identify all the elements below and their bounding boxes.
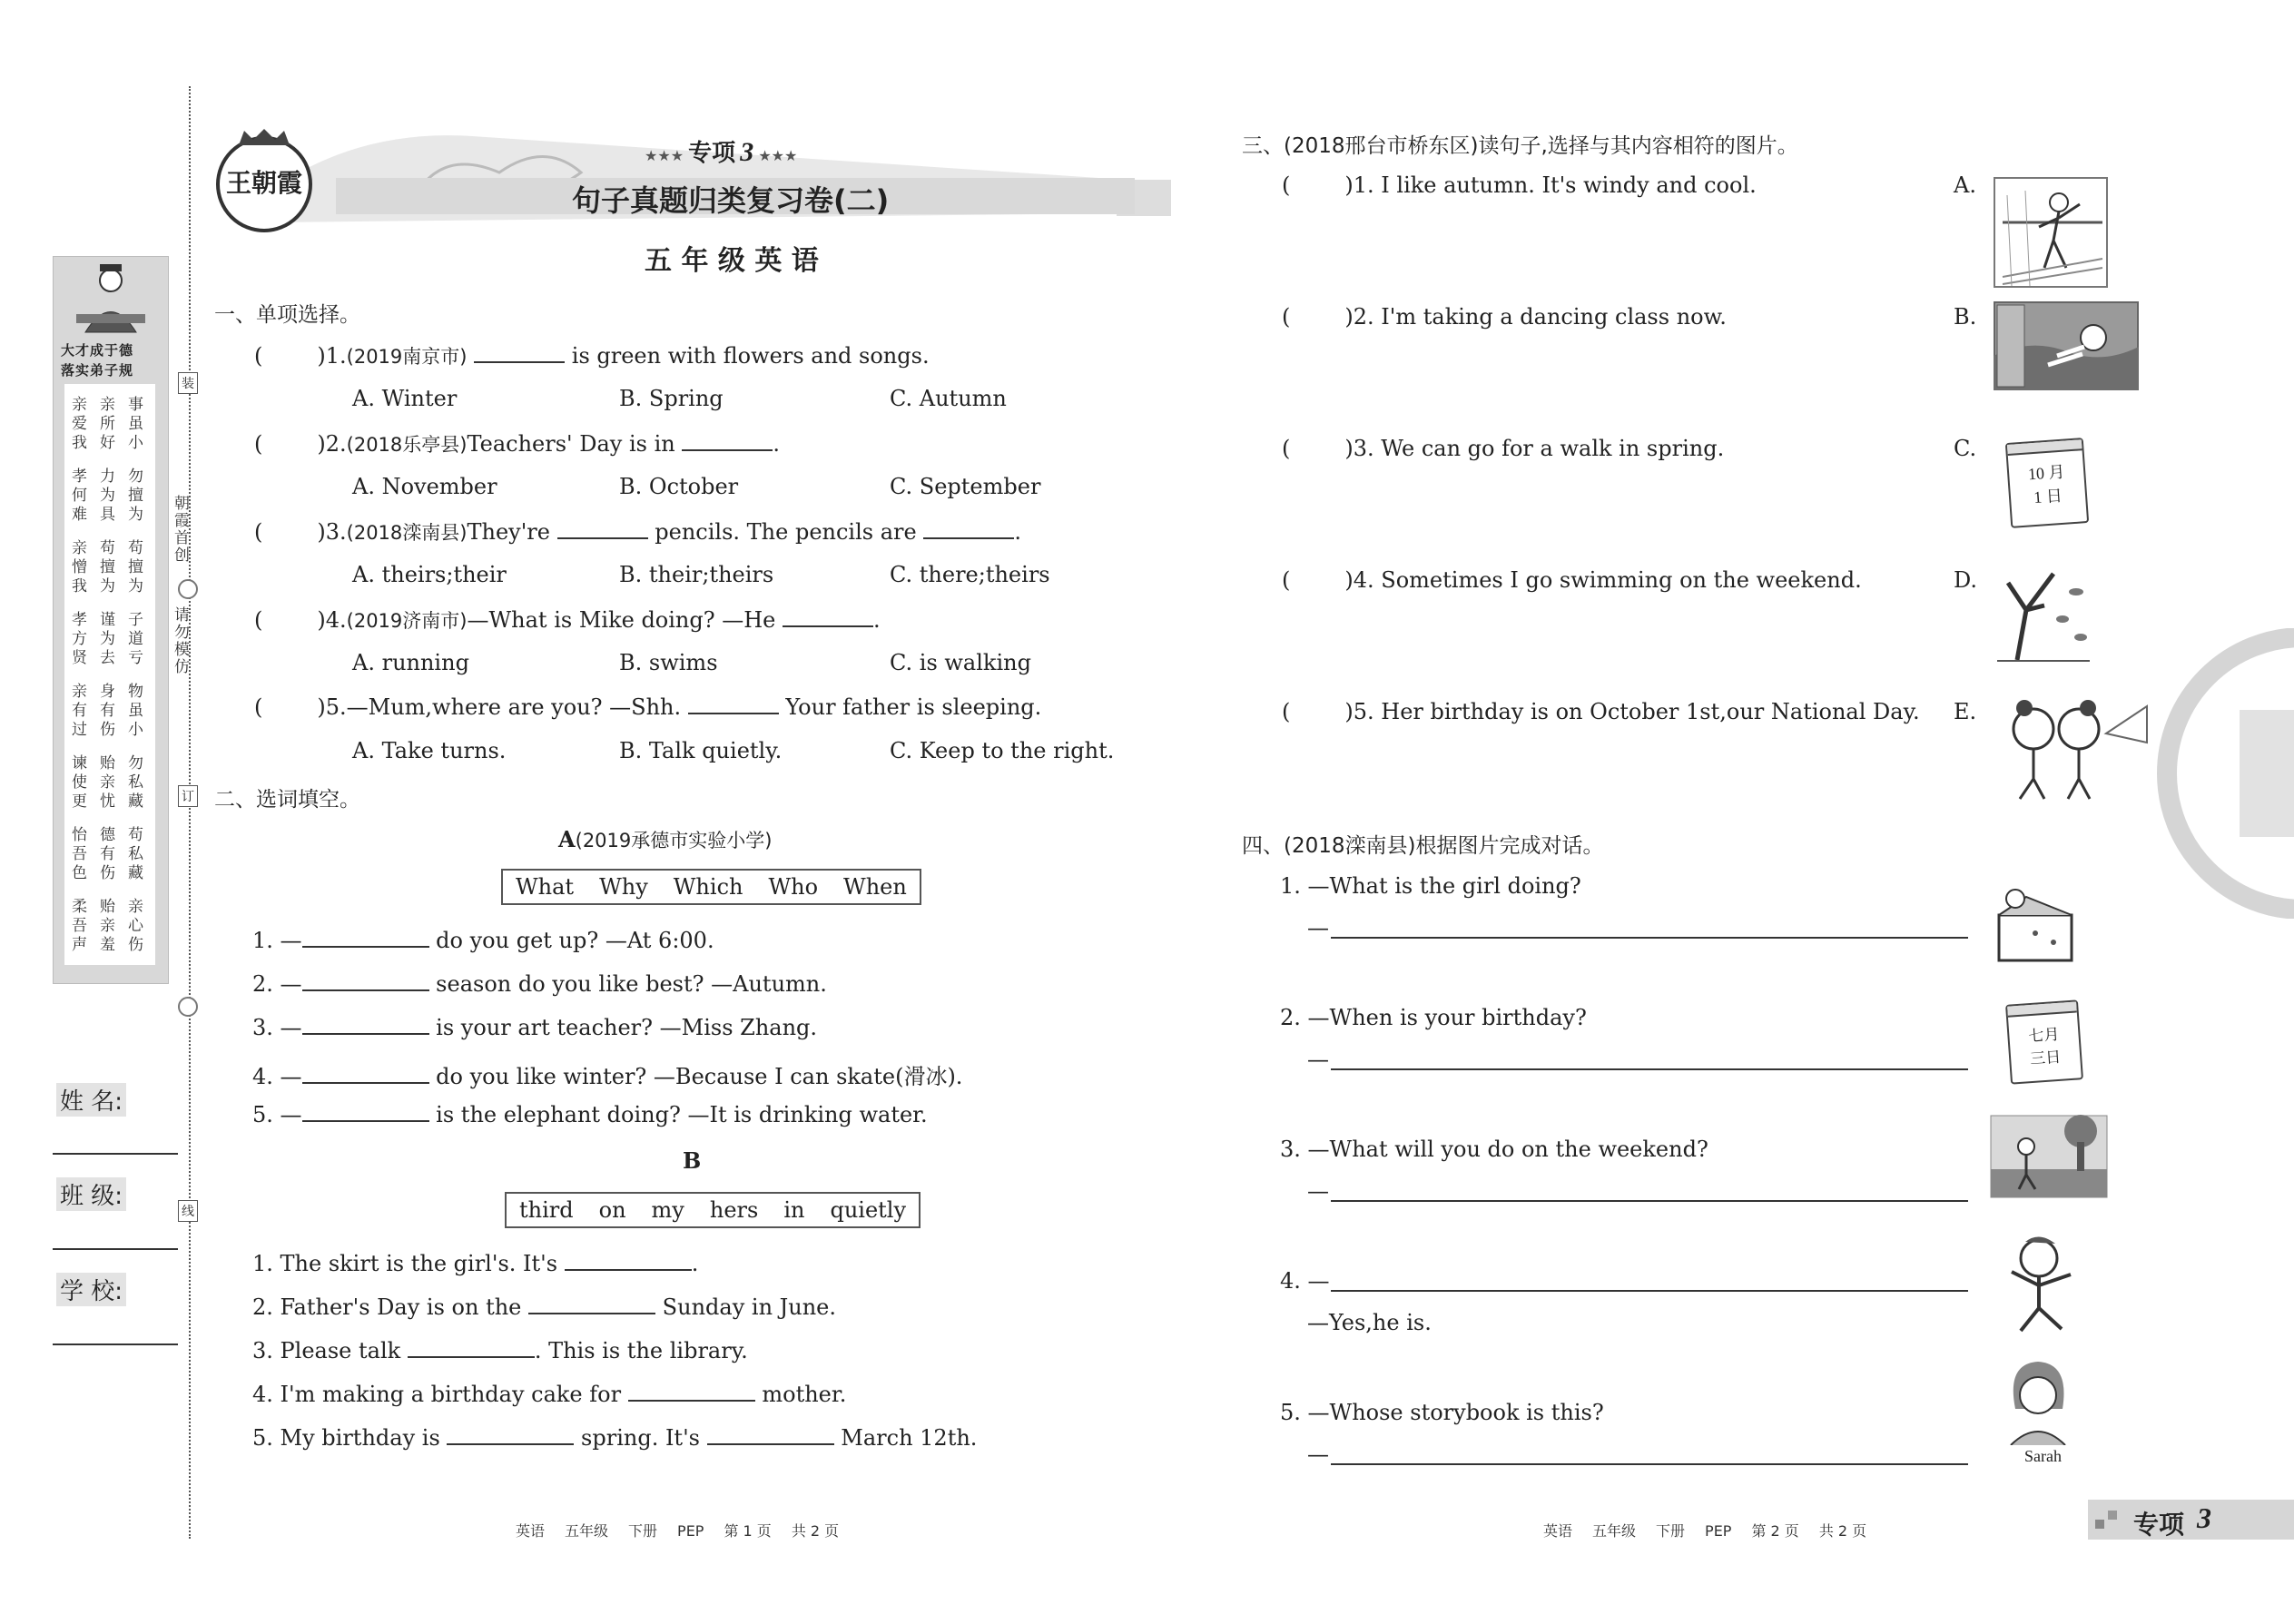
poem-char: 伤 [100, 864, 115, 882]
poem-char: 为 [128, 506, 143, 524]
part4-question-1: 1. —What is the girl doing? [1280, 873, 1581, 899]
footer-right: 英语 五年级 下册 PEP 第 2 页 共 2 页 [1543, 1522, 1867, 1540]
option-c[interactable]: C. Keep to the right. [890, 738, 1115, 763]
poem-char: 何 [72, 487, 87, 505]
poem-char: 勿 [128, 754, 143, 773]
fill-blank[interactable] [302, 928, 429, 948]
fill-blank[interactable] [923, 519, 1014, 539]
sidebar-motto-panel [53, 256, 169, 984]
part3-item-3: ( )3. We can go for a walk in spring. [1282, 436, 1725, 461]
picture-letter-b: B. [1954, 304, 1977, 330]
poem-char: 吾 [72, 917, 87, 935]
fold-mark-1: 装 [178, 372, 198, 394]
poem-char: 孝 [72, 611, 87, 629]
calendar-day-2: 三日 [2029, 1048, 2062, 1068]
calendar-picture [2005, 438, 2089, 528]
part2-b-item-2: 2. Father's Day is on the Sunday in June. [252, 1294, 837, 1320]
school-field[interactable] [53, 1343, 178, 1345]
poem-char: 有 [72, 702, 87, 720]
poem-char: 虽 [128, 415, 143, 433]
poem-char: 过 [72, 721, 87, 739]
part4-question-4: 4. — [1280, 1268, 1330, 1294]
part2-b-item-4: 4. I'm making a birthday cake for mother. [252, 1382, 847, 1407]
picture-letter-e: E. [1954, 699, 1977, 724]
fill-blank[interactable] [302, 1064, 429, 1084]
special-number: 3 [740, 137, 754, 167]
poem-char: 苟 [100, 539, 115, 557]
poem-char: 伤 [100, 721, 115, 739]
header-banner-decoration [200, 109, 1180, 245]
calendar-month-2: 七月 [2027, 1025, 2061, 1046]
poem-char: 身 [100, 683, 115, 701]
corner-tab-number: 3 [2197, 1501, 2211, 1534]
name-field[interactable] [53, 1153, 178, 1155]
poem-char: 难 [72, 506, 87, 524]
poem-char: 道 [128, 630, 143, 648]
part2-b-item-5: 5. My birthday is spring. It's March 12th. [252, 1425, 978, 1451]
poem-char: 爱 [72, 415, 87, 433]
part2-a-title: A(2019承德市实验小学) [558, 826, 773, 852]
option-c[interactable]: C. Autumn [890, 386, 1007, 411]
poem-char: 亲 [100, 396, 115, 414]
poem-char: 好 [100, 434, 115, 452]
calendar-month: 10 月 [2027, 462, 2066, 484]
poem-char: 苟 [128, 826, 143, 844]
sarah-label: Sarah [2024, 1447, 2062, 1465]
part3-heading: 三、(2018邢台市桥东区)读句子,选择与其内容相符的图片。 [1242, 134, 1798, 158]
poem-char: 亏 [128, 649, 143, 667]
stars-right: ★★★ [758, 147, 798, 164]
fill-blank[interactable] [682, 431, 773, 451]
poem-char: 私 [128, 845, 143, 863]
poem-char: 更 [72, 792, 87, 811]
school-label: 学 校: [56, 1273, 126, 1306]
stars-left: ★★★ [645, 147, 684, 164]
fill-blank[interactable] [688, 694, 779, 714]
part3-item-4: ( )4. Sometimes I go swimming on the weekend. [1282, 567, 1862, 593]
fill-blank[interactable] [447, 1425, 574, 1445]
poem-char: 为 [100, 487, 115, 505]
poem-char: 为 [100, 577, 115, 595]
option-a[interactable]: A. Winter [352, 386, 458, 411]
poem-char: 去 [100, 649, 115, 667]
motto-line-1: 大才成于德 [61, 342, 134, 359]
answer-line-2[interactable] [1331, 1067, 1968, 1070]
option-b[interactable]: B. Spring [619, 386, 724, 411]
kite-flying-picture [1994, 177, 2108, 288]
poem-char: 亲 [72, 539, 87, 557]
poem-char: 声 [72, 936, 87, 954]
option-c[interactable]: C. is walking [890, 650, 1031, 675]
page-title: 句子真题归类复习卷(二) [572, 183, 890, 218]
part2-b-item-3: 3. Please talk . This is the library. [252, 1338, 748, 1363]
class-field[interactable] [53, 1248, 178, 1250]
option-c[interactable]: C. there;theirs [890, 562, 1050, 587]
fill-blank[interactable] [302, 1015, 429, 1035]
page-subtitle: 五 年 级 英 语 [645, 245, 819, 277]
poem-char: 所 [100, 415, 115, 433]
poem-char: 有 [100, 845, 115, 863]
fill-blank[interactable] [302, 971, 429, 991]
option-b[interactable]: B. October [619, 474, 739, 499]
word-box-b: third on my hers in quietly [505, 1192, 921, 1228]
poem-char: 勿 [128, 468, 143, 486]
part4-question-2: 2. —When is your birthday? [1280, 1005, 1587, 1030]
poem-char: 忧 [100, 792, 115, 811]
option-c[interactable]: C. September [890, 474, 1041, 499]
binding-hole-2 [178, 997, 198, 1017]
poem-char: 亲 [100, 773, 115, 792]
logo-seal [216, 136, 312, 232]
option-b[interactable]: B. Talk quietly. [619, 738, 783, 763]
fold-mark-2: 订 [178, 785, 198, 807]
part2-a-item-1: 1. — do you get up? —At 6:00. [252, 928, 714, 953]
fold-mark-3: 线 [178, 1200, 198, 1222]
part3-item-2: ( )2. I'm taking a dancing class now. [1282, 304, 1727, 330]
part1-question-2: ( )2.(2018乐亭县)Teachers' Day is in . [254, 431, 781, 457]
footer-left: 英语 五年级 下册 PEP 第 1 页 共 2 页 [516, 1522, 840, 1540]
answer-line-3[interactable] [1331, 1198, 1968, 1202]
part1-question-3: ( )3.(2018滦南县)They're pencils. The pencils are . [254, 519, 1021, 545]
crown-icon [237, 127, 291, 147]
word-box-a: What Why Which Who When [501, 869, 921, 905]
part4-answer-4: —Yes,he is. [1307, 1310, 1432, 1335]
poem-char: 苟 [128, 539, 143, 557]
poem-char: 谨 [100, 611, 115, 629]
poem-char: 擅 [100, 558, 115, 576]
poem-char: 色 [72, 864, 87, 882]
poem-char: 私 [128, 773, 143, 792]
part1-question-5: ( )5.—Mum,where are you? —Shh. Your father is sleeping. [254, 694, 1042, 720]
name-label: 姓 名: [56, 1083, 126, 1117]
part2-b-item-1: 1. The skirt is the girl's. It's . [252, 1251, 699, 1276]
fold-notice-2: 请勿模仿 [171, 606, 189, 675]
poem-char: 事 [128, 396, 143, 414]
poem-char: 谏 [72, 754, 87, 773]
answer-line-5[interactable] [1331, 1462, 1968, 1465]
picture-letter-a: A. [1954, 172, 1976, 198]
fill-blank[interactable] [408, 1338, 535, 1358]
poem-char: 小 [128, 434, 143, 452]
part4-answer-prefix-2: — [1307, 1047, 1329, 1072]
poem-char: 我 [72, 434, 87, 452]
poem-char: 心 [128, 917, 143, 935]
part4-answer-prefix-1: — [1307, 915, 1329, 940]
poem-char: 亲 [100, 917, 115, 935]
sidebar-poem-box [64, 384, 155, 965]
picture-letter-c: C. [1954, 436, 1977, 461]
part4-question-3: 3. —What will you do on the weekend? [1280, 1137, 1708, 1162]
poem-char: 孝 [72, 468, 87, 486]
poem-char: 子 [128, 611, 143, 629]
option-a[interactable]: A. theirs;their [352, 562, 507, 587]
poem-char: 虽 [128, 702, 143, 720]
poem-char: 具 [100, 506, 115, 524]
poem-char: 方 [72, 630, 87, 648]
part4-answer-prefix-3: — [1307, 1178, 1329, 1204]
poem-char: 小 [128, 721, 143, 739]
part1-heading: 一、单项选择。 [214, 303, 360, 327]
part2-b-title: B [683, 1147, 702, 1174]
part2-a-item-2: 2. — season do you like best? —Autumn. [252, 971, 827, 997]
poem-char: 为 [100, 630, 115, 648]
poem-char: 亲 [72, 396, 87, 414]
poem-char: 物 [128, 683, 143, 701]
option-a[interactable]: A. running [352, 650, 469, 675]
autumn-tree-picture [1990, 556, 2099, 663]
poem-char: 柔 [72, 898, 87, 916]
poem-char: 伤 [128, 936, 143, 954]
poem-char: 贻 [100, 898, 115, 916]
poem-char: 德 [100, 826, 115, 844]
poem-char: 羞 [100, 936, 115, 954]
answer-line-1[interactable] [1331, 935, 1968, 939]
question-line-4[interactable] [1331, 1288, 1968, 1292]
part4-answer-prefix-5: — [1307, 1442, 1329, 1467]
motto-line-2: 落实弟子规 [61, 362, 134, 379]
poem-char: 藏 [128, 792, 143, 811]
part3-item-5: ( )5. Her birthday is on October 1st,our National Day. [1282, 699, 1920, 724]
fill-blank[interactable] [528, 1294, 655, 1314]
poem-char: 贤 [72, 649, 87, 667]
fill-blank[interactable] [707, 1425, 834, 1445]
part4-question-5: 5. —Whose storybook is this? [1280, 1400, 1604, 1425]
part2-a-item-4: 4. — do you like winter? —Because I can skate(滑冰). [252, 1064, 963, 1089]
poem-char: 使 [72, 773, 87, 792]
option-a[interactable]: A. November [352, 474, 497, 499]
fill-blank[interactable] [302, 1102, 429, 1122]
poem-char: 有 [100, 702, 115, 720]
fill-blank[interactable] [565, 1251, 692, 1271]
picture-letter-d: D. [1954, 567, 1978, 593]
poem-char: 擅 [128, 487, 143, 505]
calendar-picture-2 [2005, 999, 2083, 1084]
fill-blank[interactable] [783, 607, 873, 627]
part1-question-1: ( )1.(2019南京市) is green with flowers and songs. [254, 343, 930, 369]
swimming-picture [1994, 301, 2139, 390]
poem-char: 擅 [128, 558, 143, 576]
part2-a-item-3: 3. — is your art teacher? —Miss Zhang. [252, 1015, 818, 1040]
poem-char: 贻 [100, 754, 115, 773]
jumping-boy-picture [1994, 1231, 2093, 1340]
part2-a-item-5: 5. — is the elephant doing? —It is drinking water. [252, 1102, 928, 1127]
part1-question-4: ( )4.(2019济南市)—What is Mike doing? —He . [254, 607, 881, 633]
logo-text: 王朝霞 [225, 170, 302, 198]
part2-heading: 二、选词填空。 [214, 788, 360, 812]
special-label: 专项 [688, 140, 736, 167]
option-b[interactable]: B. swims [619, 650, 718, 675]
watermark-seal [2122, 628, 2294, 919]
corner-tab-label: 专项 [2133, 1510, 2185, 1540]
boy-outdoors-picture [1990, 1115, 2108, 1198]
option-a[interactable]: A. Take turns. [352, 738, 507, 763]
poem-char: 亲 [72, 683, 87, 701]
fold-notice-1: 朝霞首创 [171, 495, 189, 564]
poem-char: 憎 [72, 558, 87, 576]
girl-in-bed-picture [1990, 879, 2081, 969]
corner-tab [2088, 1500, 2294, 1540]
special-badge [645, 134, 797, 168]
part4-heading: 四、(2018滦南县)根据图片完成对话。 [1242, 834, 1604, 858]
fill-blank[interactable] [557, 519, 648, 539]
poem-char: 亲 [128, 898, 143, 916]
option-b[interactable]: B. their;theirs [619, 562, 774, 587]
binding-dotted-line [189, 86, 191, 1539]
scholar-figure-icon [74, 264, 147, 339]
poem-char: 藏 [128, 864, 143, 882]
fill-blank[interactable] [474, 343, 565, 363]
binding-hole-1 [178, 579, 198, 599]
class-label: 班 级: [56, 1177, 126, 1211]
part3-item-1: ( )1. I like autumn. It's windy and cool. [1282, 172, 1757, 198]
sarah-girl-picture [1997, 1354, 2079, 1445]
poem-char: 力 [100, 468, 115, 486]
calendar-day: 1 日 [2033, 486, 2063, 507]
poem-char: 怡 [72, 826, 87, 844]
poem-char: 我 [72, 577, 87, 595]
poem-char: 为 [128, 577, 143, 595]
poem-char: 吾 [72, 845, 87, 863]
fill-blank[interactable] [628, 1382, 755, 1402]
